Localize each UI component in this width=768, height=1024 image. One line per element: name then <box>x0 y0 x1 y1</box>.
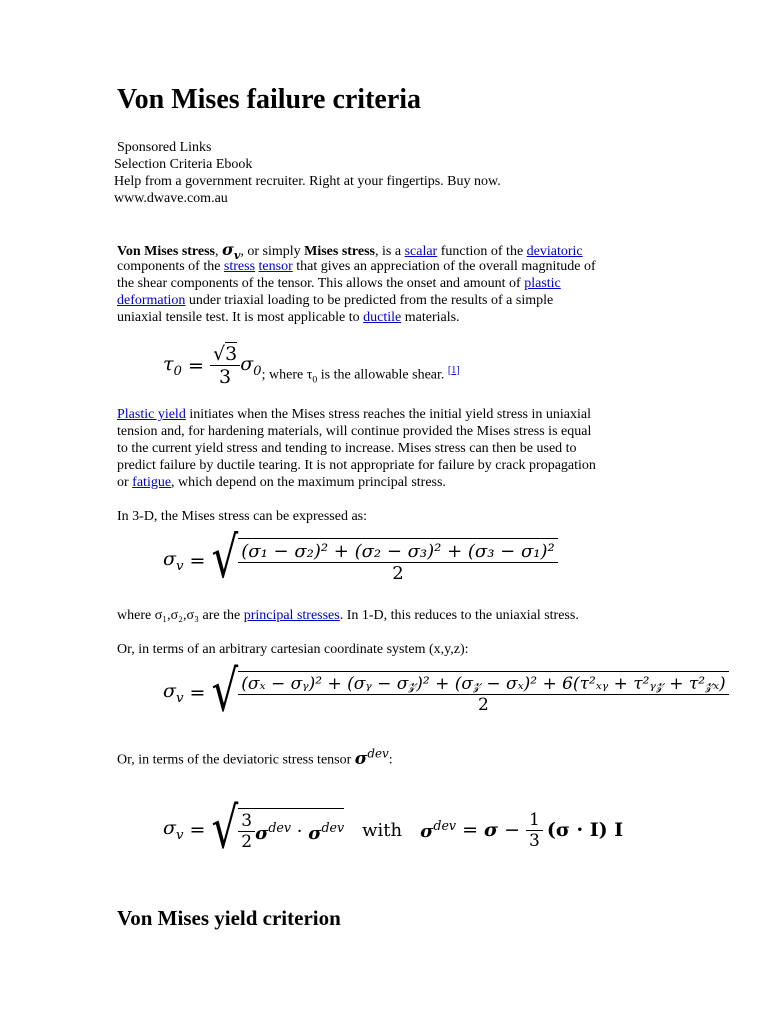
sigma-dev-symbol <box>354 746 389 769</box>
page-title: Von Mises failure criteria <box>117 84 422 115</box>
sigma-dev <box>255 820 291 844</box>
ad-url-link[interactable]: www.dwave.com.au <box>114 191 228 206</box>
ad-text: Help from a government recruiter. Right at your fingertips. Buy now. <box>114 174 501 189</box>
with-word: with <box>362 819 403 841</box>
sponsored-heading: Sponsored Links <box>117 140 212 155</box>
tensor-link[interactable]: tensor <box>258 259 293 274</box>
para4 <box>117 607 579 624</box>
text: , or simply <box>240 244 305 259</box>
sigma-v <box>163 548 184 574</box>
radical-sign: √ <box>211 657 239 725</box>
intro-line-2 <box>117 258 596 275</box>
numerator: √3 <box>210 343 240 366</box>
denominator: 2 <box>241 832 253 852</box>
radical-sign: √ <box>211 794 239 862</box>
trace-term: (σ · I) I <box>546 819 624 841</box>
fraction-1-3 <box>526 810 543 851</box>
fatigue-link[interactable]: fatigue <box>132 475 172 490</box>
sigma-v <box>163 817 184 843</box>
sym: σ <box>308 822 322 844</box>
sym: σ <box>163 680 176 703</box>
ductile-link[interactable]: ductile <box>363 310 402 325</box>
denominator: 2 <box>478 695 489 715</box>
sub: 0 <box>312 374 318 385</box>
sub: v <box>175 690 184 706</box>
text: the shear components of the tensor. This allows the onset and amount of <box>117 276 525 291</box>
text: that gives an appreciation of the overall magnitude of <box>292 259 596 274</box>
sym: σ <box>240 352 254 375</box>
sym: τ <box>163 352 174 375</box>
sub: v <box>233 248 241 263</box>
para2-line-3: to the current yield stress and tending to increase. Mises stress can then be used to <box>117 441 577 456</box>
fraction-3-2 <box>238 811 255 852</box>
sqrt <box>211 657 729 725</box>
equals: = <box>183 682 212 704</box>
term-mises-stress: Mises stress <box>304 244 376 259</box>
intro-line-3 <box>117 275 561 292</box>
sym: σ <box>163 548 176 571</box>
sup: dev <box>367 746 389 760</box>
term-von-mises-stress: Von Mises stress <box>117 244 216 259</box>
text: ; where τ <box>261 367 313 383</box>
para2-line-5 <box>117 474 446 491</box>
sym: σ <box>420 821 434 842</box>
text: : <box>388 752 393 768</box>
fraction-sqrt3-over-3 <box>210 343 240 388</box>
equation-deviatoric <box>163 794 624 862</box>
intro-line-4 <box>117 292 553 309</box>
ad-title-link[interactable]: Selection Criteria Ebook <box>114 157 253 172</box>
sigma-v-symbol <box>222 240 241 263</box>
text: , is a <box>375 244 405 259</box>
text: . In 1-D, this reduces to the uniaxial stress. <box>339 608 579 623</box>
sub: v <box>175 558 184 574</box>
text: under triaxial loading to be predicted from the results of a simple <box>185 293 554 308</box>
fraction <box>238 541 557 584</box>
stress-link[interactable]: stress <box>223 259 256 274</box>
sym: σ <box>255 822 269 844</box>
sigma-dev <box>420 818 456 842</box>
equation-allowable-shear <box>163 343 460 388</box>
text: is the allowable shear. <box>317 367 448 383</box>
text: , <box>215 244 223 259</box>
radical-sign: √ <box>211 524 239 591</box>
sigma-dev <box>308 820 344 844</box>
sigma0 <box>240 353 261 379</box>
denominator: 3 <box>529 830 540 851</box>
scalar-link[interactable]: scalar <box>404 244 438 259</box>
equation-cartesian <box>163 657 729 725</box>
text: materials. <box>401 310 460 325</box>
numerator: 3 <box>238 811 255 832</box>
para2-line-4: predict failure by ductile tearing. It is not appropriate for failure by crack propagation <box>117 458 596 473</box>
equals: = <box>181 354 210 377</box>
para6 <box>117 745 393 769</box>
sup: dev <box>268 819 292 835</box>
minus: − <box>498 819 527 841</box>
section-heading: Von Mises yield criterion <box>117 906 341 930</box>
sup: dev <box>433 818 457 833</box>
radicand <box>238 808 344 852</box>
dot: · <box>291 821 309 842</box>
equals: = <box>183 550 212 572</box>
sym: σ <box>222 240 234 259</box>
sqrt <box>211 524 558 591</box>
para2-line-1 <box>117 406 591 423</box>
numerator: (σ₁ − σ₂)² + (σ₂ − σ₃)² + (σ₃ − σ₁)² <box>238 541 557 563</box>
text: uniaxial tensile test. It is most applicable to <box>117 310 364 325</box>
sym: σ <box>354 748 368 769</box>
equals: = <box>183 819 212 841</box>
denominator: 3 <box>219 366 232 388</box>
deformation-link[interactable]: deformation <box>117 293 186 308</box>
plastic-yield-link[interactable]: Plastic yield <box>117 407 186 422</box>
text: components of the <box>117 259 224 274</box>
tau0 <box>163 353 182 379</box>
sub: 0 <box>173 363 182 379</box>
sup: dev <box>321 819 345 835</box>
para5: Or, in terms of an arbitrary cartesian coordinate system (x,y,z): <box>117 642 469 657</box>
radicand <box>238 671 728 715</box>
text: or <box>117 475 133 490</box>
intro-line-5 <box>117 309 460 326</box>
deviatoric-link[interactable]: deviatoric <box>526 244 583 259</box>
numerator: 1 <box>526 810 543 831</box>
sigma-bold: σ <box>484 819 499 841</box>
sub: 0 <box>253 363 262 379</box>
para2-line-2: tension and, for hardening materials, will continue provided the Mises stress is equal <box>117 424 592 439</box>
principal-stresses-link[interactable]: principal stresses <box>243 608 340 623</box>
fraction <box>238 674 728 715</box>
plastic-link[interactable]: plastic <box>524 276 561 291</box>
eq1-caption <box>262 362 460 388</box>
sqrt <box>211 794 345 862</box>
numerator: (σₓ − σᵧ)² + (σᵧ − σ𝓏)² + (σ𝓏 − σₓ)² + 6(τ²ₓᵧ + τ²ᵧ𝓏 + τ²𝓏ₓ) <box>238 674 728 695</box>
radicand <box>238 538 557 584</box>
denominator: 2 <box>392 563 404 584</box>
sub: v <box>175 827 184 843</box>
equals: = <box>456 819 485 841</box>
text: , which depend on the maximum principal stress. <box>171 475 446 490</box>
sigma-v <box>163 680 184 706</box>
equation-principal <box>163 524 558 591</box>
reference-link[interactable]: [1] <box>447 364 460 376</box>
sym: σ <box>163 817 176 840</box>
sqrt-value: 3 <box>225 343 238 365</box>
text: where σ₁,σ₂,σ₃ are the <box>117 608 244 623</box>
text: function of the <box>437 244 527 259</box>
para3: In 3-D, the Mises stress can be expressed as: <box>117 509 367 524</box>
text: initiates when the Mises stress reaches the initial yield stress in uniaxial <box>185 407 591 422</box>
text: Or, in terms of the deviatoric stress tensor <box>117 752 355 768</box>
